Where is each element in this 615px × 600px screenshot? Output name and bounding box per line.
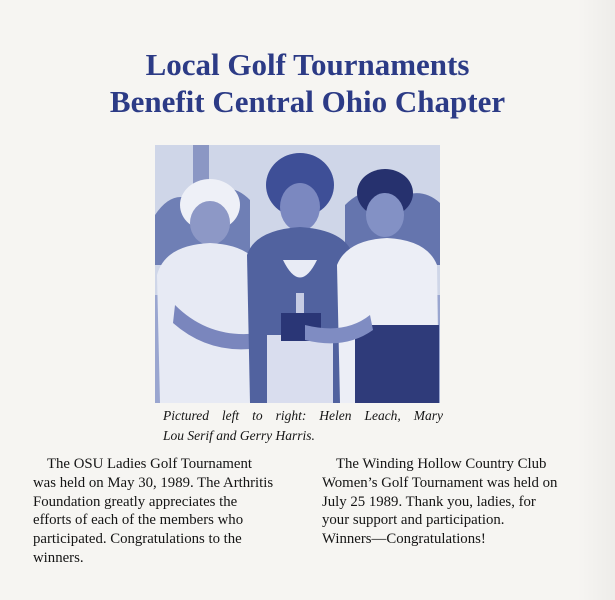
right-column-line: your support and participation.: [322, 512, 505, 529]
left-column-line: participated. Congratulations to the: [33, 531, 242, 548]
caption-line-2: Lou Serif and Gerry Harris.: [163, 428, 315, 443]
left-column-text: [33, 455, 303, 568]
photo-three-golfers-with-trophy: [155, 145, 440, 403]
headline-line-2: Benefit Central Ohio Chapter: [109, 84, 506, 119]
caption-line-1: Pictured left to right: Helen Leach, Mary: [163, 408, 443, 423]
left-column-line: Foundation greatly appreciates the: [33, 493, 238, 510]
photo-caption: [163, 406, 443, 446]
left-column-line: efforts of each of the members who: [33, 512, 244, 529]
right-column-line: The Winding Hollow Country Club: [336, 456, 547, 472]
right-column-text: [322, 455, 592, 549]
page-edge-shadow: [577, 0, 615, 600]
right-column-line: Women’s Golf Tournament was held on: [322, 474, 558, 491]
left-column-line: winners.: [33, 549, 84, 566]
left-column-line: The OSU Ladies Golf Tournament: [47, 456, 252, 472]
right-column-line: Winners—Congratulations!: [322, 531, 486, 548]
headline: [0, 46, 615, 120]
left-column-line: was held on May 30, 1989. The Arthritis: [33, 474, 274, 491]
headline-line-1: Local Golf Tournaments: [145, 47, 470, 82]
right-column-line: July 25 1989. Thank you, ladies, for: [322, 493, 536, 510]
